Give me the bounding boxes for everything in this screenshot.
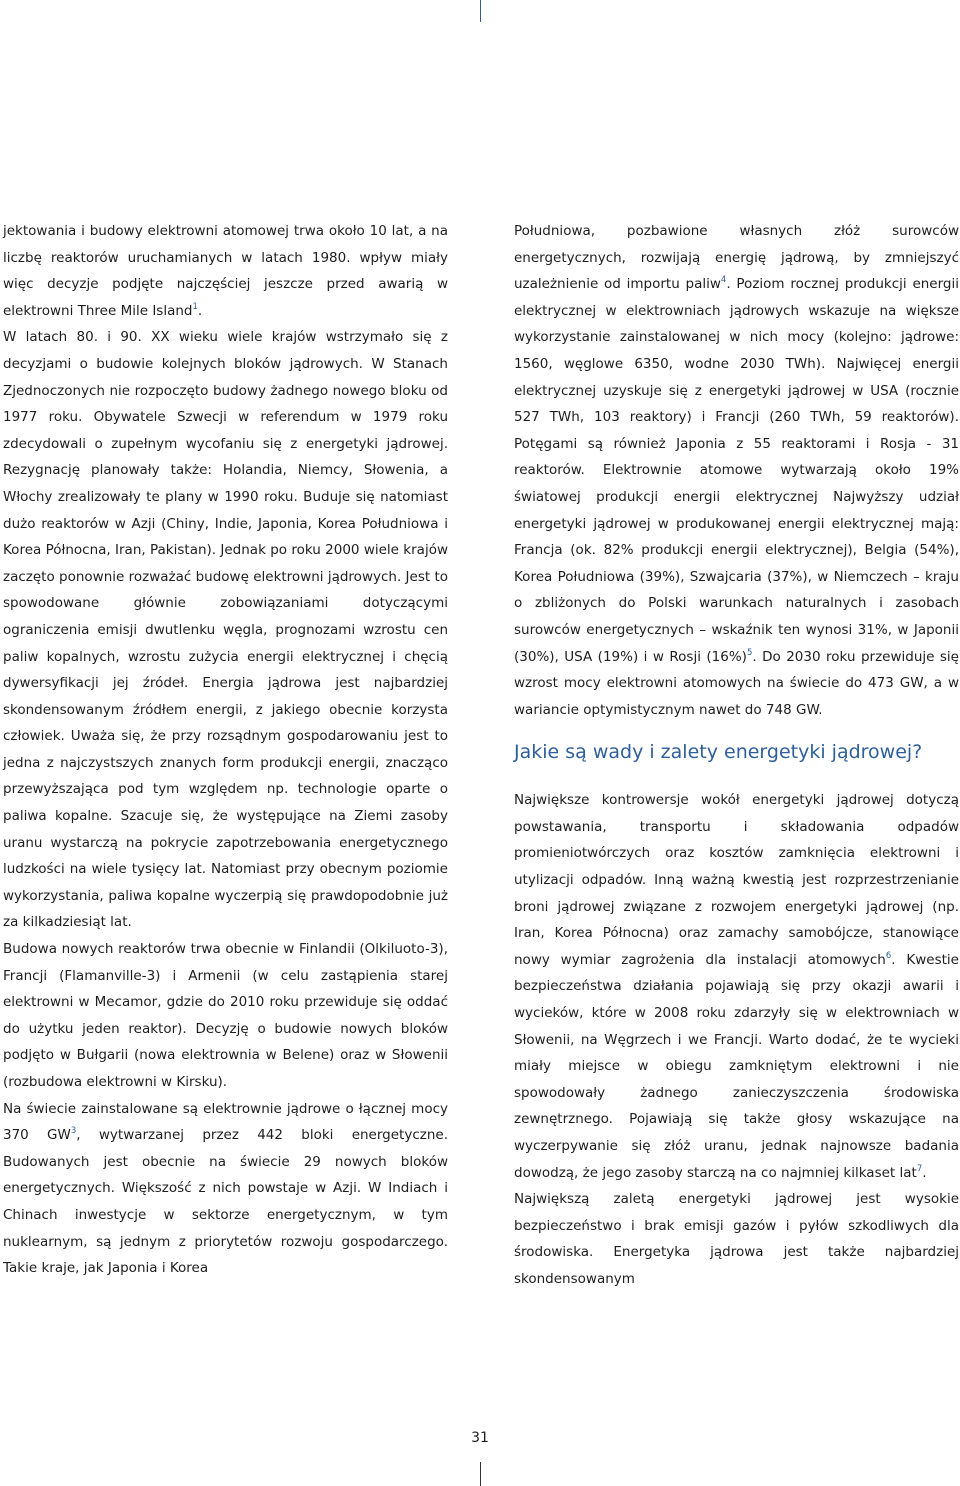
paragraph-4: Na świecie zainstalowane są elektrownie jądrowe o łącznej mocy 370 $GW^3$, wytwarzanej przez 442 bloki energetyczne. Budowanych jest obecnie na świecie 29 nowych bloków energetycznych. Większość z nich powstaje w Azji. W Indiach i Chinach inwestycje w sektorze energetycznym, w tym nuklearnym, są jednym z priorytetów rozwoju gospodarczego. Takie kraje, jak Japonia i Korea xyxy=(3,1100,448,1277)
right-text-column xyxy=(514,218,959,1293)
paragraph-2: W latach 80. i 90. XX wieku wiele krajów wstrzymało się z decyzjami o budowie kolejnych bloków jądrowych. W Stanach Zjednoczonych nie rozpoczęto budowy żadnego nowego bloku od 1977 roku. Obywatele Szwecji w referendum w 1979 roku zdecydowali o zupełnym wycofaniu się z energetyki jądrowej. Rezygnację planowały także: Holandia, Niemcy, Słowenia, a Włochy zrealizowały te plany w 1990 roku. Buduje się natomiast dużo reaktorów w Azji (Chiny, Indie, Japonia, Korea Południowa i Korea Północna, Iran, Pakistan). Jednak po roku 2000 wiele krajów zaczęto ponownie rozważać budowę elektrowni jądrowych. Jest to spowodowane głównie zobowiązaniami dotyczącymi ograniczenia emisji dwutlenku węgla, prognozami wzrostu cen paliw kopalnych, wzrostu zużycia energii elektrycznej i chęcią dywersyfikacji jej źródeł. Energia jądrowa jest najbardziej skondensowanym źródłem energii, z jakiego obecnie korzysta człowiek. Uważa się, że przy rozsądnym gospodarowaniu jest to jedna z najczystszych znanych form produkcji energii, znacząco przewyższająca pod tym względem np. technologie oparte o paliwa kopalne. Szacuje się, że występujące na Ziemi zasoby uranu wystarczą na pokrycie zapotrzebowania energetycznego ludzkości na wiele tysięcy lat. Natomiast przy obecnym poziomie wykorzystania, paliwa kopalne wyczerpią się prawdopodobnie już za kilkadziesiąt lat. xyxy=(3,329,448,931)
page-number: 31 xyxy=(471,1430,489,1446)
section-heading: Jakie są wady i zalety energetyki jądrowej? xyxy=(514,741,923,764)
paragraph-7: Największą zaletą energetyki jądrowej jest wysokie bezpieczeństwo i brak emisji gazów i pyłów szkodliwych dla środowiska. Energetyka jądrowa jest także najbardziej skondensowanym xyxy=(514,1191,959,1287)
left-text-column xyxy=(3,218,448,1282)
footnote-ref-5[interactable]: 5 xyxy=(746,647,753,658)
footnote-ref-3[interactable]: 3 xyxy=(70,1126,77,1137)
footnote-ref-4[interactable]: 4 xyxy=(720,275,727,286)
paragraph-3: Budowa nowych reaktorów trwa obecnie w Finlandii (Olkiluoto-3), Francji (Flamanville-3) i Armenii (w celu zastąpienia starej elektrowni w Mecamor, gdzie do 2010 roku przewiduje się oddać do użytku jeden reaktor). Decyzję o budowie nowych bloków podjęto w Bułgarii (nowa elektrownia w Belene) oraz w Słowenii (rozbudowa elektrowni w Kirsku). xyxy=(3,941,448,1090)
footnote-ref-7[interactable]: 7 xyxy=(916,1163,923,1174)
top-divider-line xyxy=(480,0,481,22)
paragraph-1: jektowania i budowy elektrowni atomowej trwa około 10 lat, a na liczbę reaktorów uruchamianych w latach 1980. wpływ miały więc decyzje podjęte najczęściej jeszcze przed awarią w elektrowni Three Mile Island$^1$. xyxy=(3,223,448,319)
bottom-divider-line xyxy=(480,1462,481,1486)
paragraph-6: Największe kontrowersje wokół energetyki jądrowej dotyczą powstawania, transportu i składowania odpadów promieniotwórczych oraz kosztów zamknięcia elektrowni i utylizacji odpadów. Inną ważną kwestią jest rozprzestrzenianie broni jądrowej związane z rozwojem energetyki jądrowej (np. Iran, Korea Północna) oraz zamachy samobójcze, stanowiące nowy wymiar zagrożenia dla instalacji atomowych$^6$. Kwestie bezpieczeństwa działania pojawiają się przy okazji awarii i wycieków, które w 2008 roku zdarzyły się w elektrowniach w Słowenii, na Węgrzech i we Francji. Warto dodać, że te wycieki miały miejsce w obiegu zamkniętym elektrowni i nie spowodowały żadnego zanieczyszczenia środowiska zewnętrznego. Pojawiają się także głosy wskazujące na wyczerpywanie się złóż uranu, jednak najnowsze badania dowodzą, że jego zasoby starczą na co najmniej kilkaset lat$^7$. xyxy=(514,792,959,1181)
footnote-ref-6[interactable]: 6 xyxy=(885,950,892,961)
footnote-ref-1[interactable]: 1 xyxy=(192,301,198,312)
paragraph-5: Południowa, pozbawione własnych złóż surowców energetycznych, rozwijają energię jądrową, by zmniejszyć uzależnienie od importu paliw$^4$. Poziom rocznej produkcji energii elektrycznej w elektrowniach jądrowych wskazuje na większe wykorzystanie zainstalowanej w nich mocy (kolejno: jądrowe: 1560, węglowe 6350, wodne 2030 TWh). Najwięcej energii elektrycznej uzyskuje się z energetyki jądrowej w USA (rocznie 527 TWh, 103 reaktory) i Francji (260 TWh, 59 reaktorów). Potęgami są również Japonia z 55 reaktorami i Rosja - 31 reaktorów. Elektrownie atomowe wytwarzają około 19% światowej produkcji energii elektrycznej Najwyższy udział energetyki jądrowej w produkowanej energii elektrycznej mają: Francja (ok. 82% produkcji energii elektrycznej), Belgia (54%), Korea Południowa (39%), Szwajcaria (37%), w Niemczech – kraju o zbliżonych do Polski warunkach naturalnych i zasobach surowców energetycznych – wskaźnik ten wynosi 31%, w Japonii (30%), USA (19%) i w Rosji $(16\%)^5$. Do 2030 roku przewiduje się wzrost mocy elektrowni atomowych na świecie do 473 GW, a w wariancie optymistycznym nawet do 748 GW. xyxy=(514,223,959,718)
